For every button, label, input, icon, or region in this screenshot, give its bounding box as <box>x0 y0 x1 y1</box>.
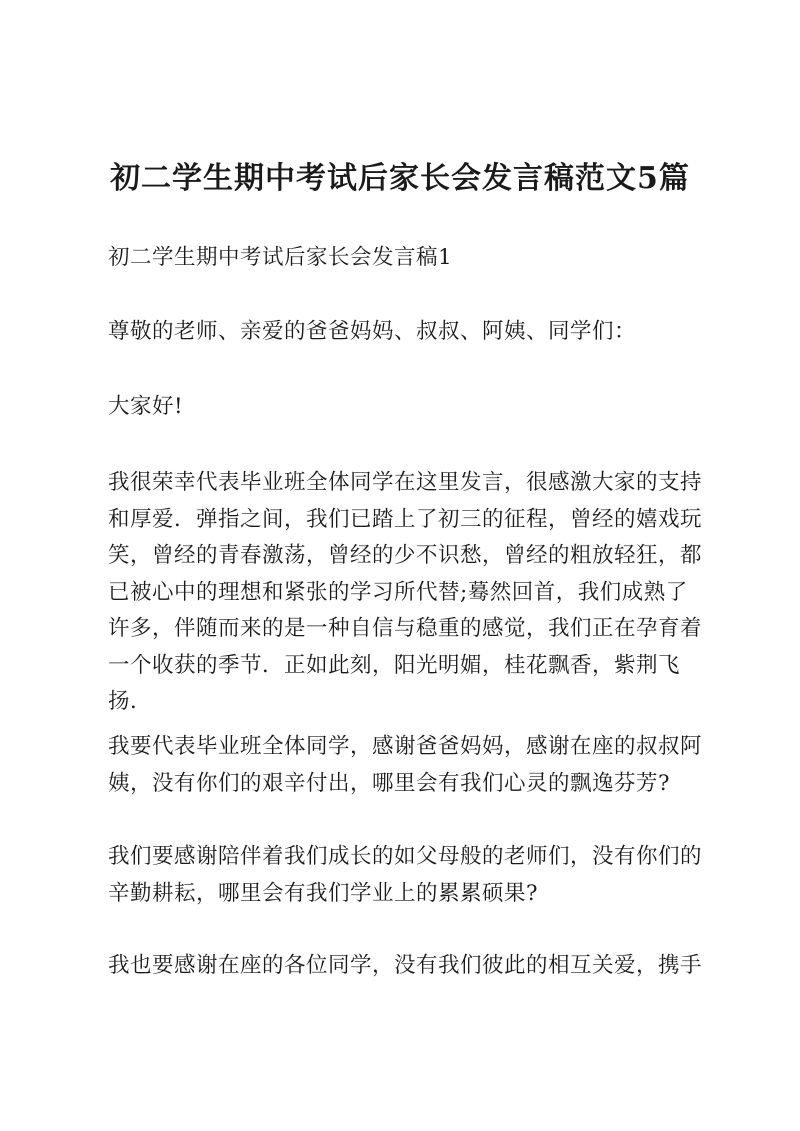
section-heading: 初二学生期中考试后家长会发言稿1 <box>108 245 453 270</box>
body-paragraph: 我要代表毕业班全体同学，感谢爸爸妈妈，感谢在座的叔叔阿姨，没有你们的艰辛付出，哪里会有我们心灵的飘逸芬芳? <box>108 734 703 796</box>
document-title: 初二学生期中考试后家长会发言稿范文5篇 <box>110 161 690 196</box>
salutation-line: 尊敬的老师、亲爱的爸爸妈妈、叔叔、阿姨、同学们： <box>108 319 637 344</box>
body-paragraph: 我也要感谢在座的各位同学，没有我们彼此的相互关爱，携手 <box>108 953 703 978</box>
body-paragraph: 我很荣幸代表毕业班全体同学在这里发言，很感激大家的支持和厚爱．弹指之间，我们已踏上了初三的征程，曾经的嬉戏玩笑，曾经的青春激荡，曾经的少不识愁，曾经的粗放轻狂，都已被心中的理想和紧张的学习所代替;蓦然回首，我们成熟了许多，伴随而来的是一种自信与稳重的感觉，我们正在孕育着一个收获的季节．正如此刻，阳光明媚，桂花飘香，紫荆飞扬． <box>108 470 703 714</box>
greeting-line: 大家好! <box>108 394 184 419</box>
body-paragraph: 我们要感谢陪伴着我们成长的如父母般的老师们，没有你们的辛勤耕耘，哪里会有我们学业上的累累硕果? <box>108 844 703 906</box>
